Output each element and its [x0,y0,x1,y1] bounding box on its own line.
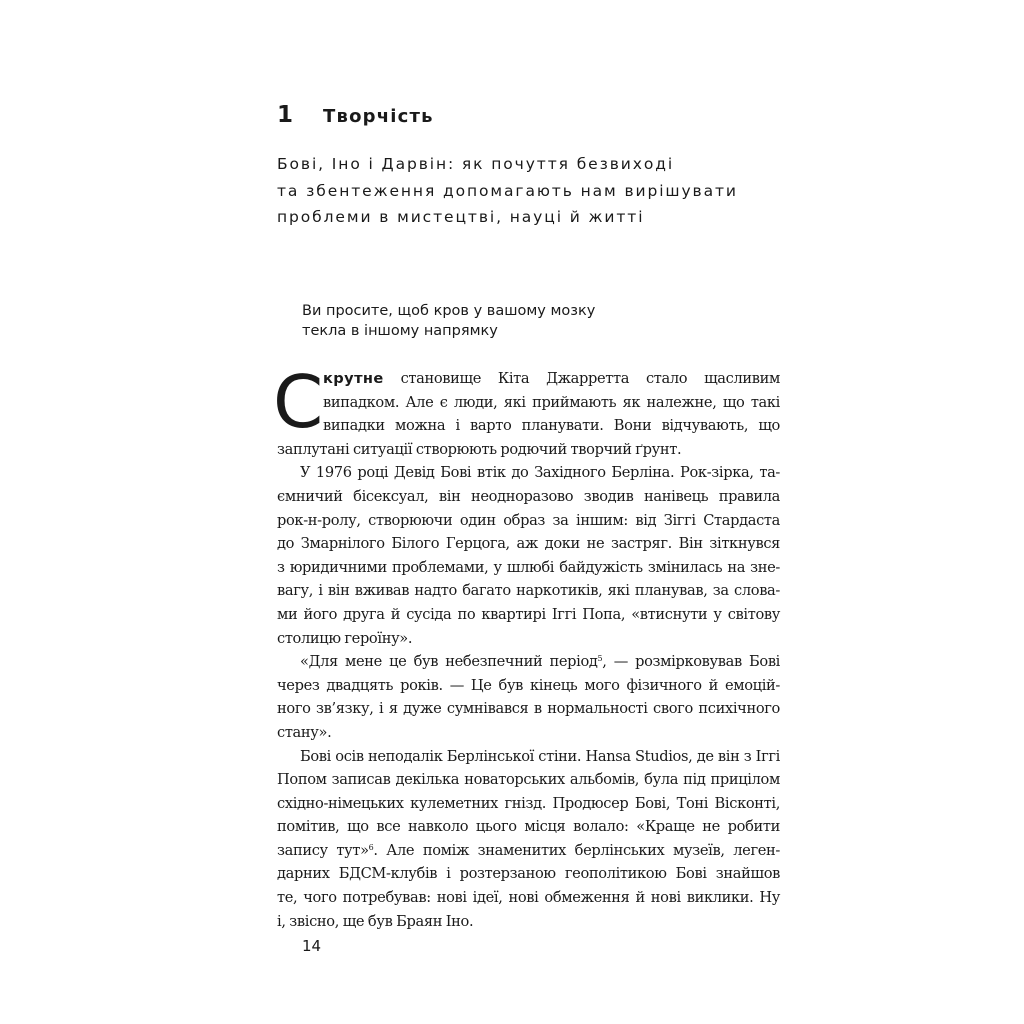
body-line: випадком. Але є люди, які приймають як належне, що такі [323,393,780,411]
body-line: східно-німецьких кулеметних гнізд. Продюсер Бові, Тоні Вісконті, [277,794,780,812]
footnote-ref: 5 [597,654,603,664]
epigraph-line: Ви просите, щоб кров у вашому мозку [302,303,596,319]
body-line: заплутані ситуації створюють родючий творчий ґрунт. [277,440,682,458]
body-line [277,839,780,863]
subtitle-line: та збентеження допомагають нам вирішувати [277,181,738,200]
body-line-text: становище Кіта Джарретта стало щасливим [383,370,780,387]
body-line: У 1976 році Девід Бові втік до Західного Берліна. Рок-зірка, та- [300,464,780,482]
body-line: столицю героїну». [277,629,413,647]
subtitle-line: проблеми в мистецтві, науці й житті [277,208,645,226]
body-line: ми його друга й сусіда по квартирі Іггі Попа, «втиснути у світову [277,605,780,623]
chapter-heading [277,102,434,128]
body-line: дарних БДСМ-клубів і розтерзаною геополітикою Бові знайшов [277,865,780,883]
body-line: стану». [277,723,332,741]
chapter-title: Творчість [323,106,434,127]
chapter-number: 1 [277,102,294,128]
epigraph [302,301,595,341]
body-line: Бові осів неподалік Берлінської стіни. Hansa Studios, де він з Іггі [300,747,780,765]
lead-word: крутне [323,370,384,387]
body-line: через двадцять років. — Це був кінець мого фізичного й емоцій- [277,676,780,694]
body-line: з юридичними проблемами, у шлюбі байдужість змінилась на зне- [277,558,780,576]
body-line: до Змарнілого Білого Герцога, аж доки не застряг. Він зіткнувся [277,535,780,553]
body-line: і, звісно, ще був Браян Іно. [277,912,474,930]
body-line [277,367,780,391]
body-line: помітив, що все навколо цього місця волало: «Краще не робити [277,818,780,836]
page-number: 14 [302,937,322,955]
body-line: те, чого потребував: нові ідеї, нові обмеження й нові виклики. Ну [277,889,780,907]
footnote-ref: 6 [368,842,374,852]
body-line: вагу, і він вживав надто багато наркотиків, які планував, за слова- [277,582,780,600]
body-line: Попом записав декілька новаторських альбомів, була під прицілом [277,771,780,789]
body-line: випадки можна і варто планувати. Вони відчувають, що [323,417,780,435]
body-text [273,360,780,933]
drop-cap: С [273,360,323,444]
body-line [277,650,780,674]
body-line: ного зв’язку, і я дуже сумнівався в нормальності свого психічного [277,700,780,718]
subtitle-line: Бові, Іно і Дарвін: як почуття безвиході [277,155,675,173]
body-line: рок-н-ролу, створюючи один образ за іншим: від Зіггі Стардаста [277,511,780,529]
body-line: ємничий бісексуал, він неодноразово зводив нанівець правила [277,487,780,505]
body-line-text: , — розмірковував Бові [602,653,780,671]
epigraph-line: текла в іншому напрямку [302,323,498,339]
body-line-text: . Але поміж знаменитих берлінських музеїв, леген- [373,841,780,859]
chapter-subtitle [277,151,738,231]
body-line-text: «Для мене це був небезпечний період [300,653,598,671]
body-line-text: запису тут» [277,841,369,859]
